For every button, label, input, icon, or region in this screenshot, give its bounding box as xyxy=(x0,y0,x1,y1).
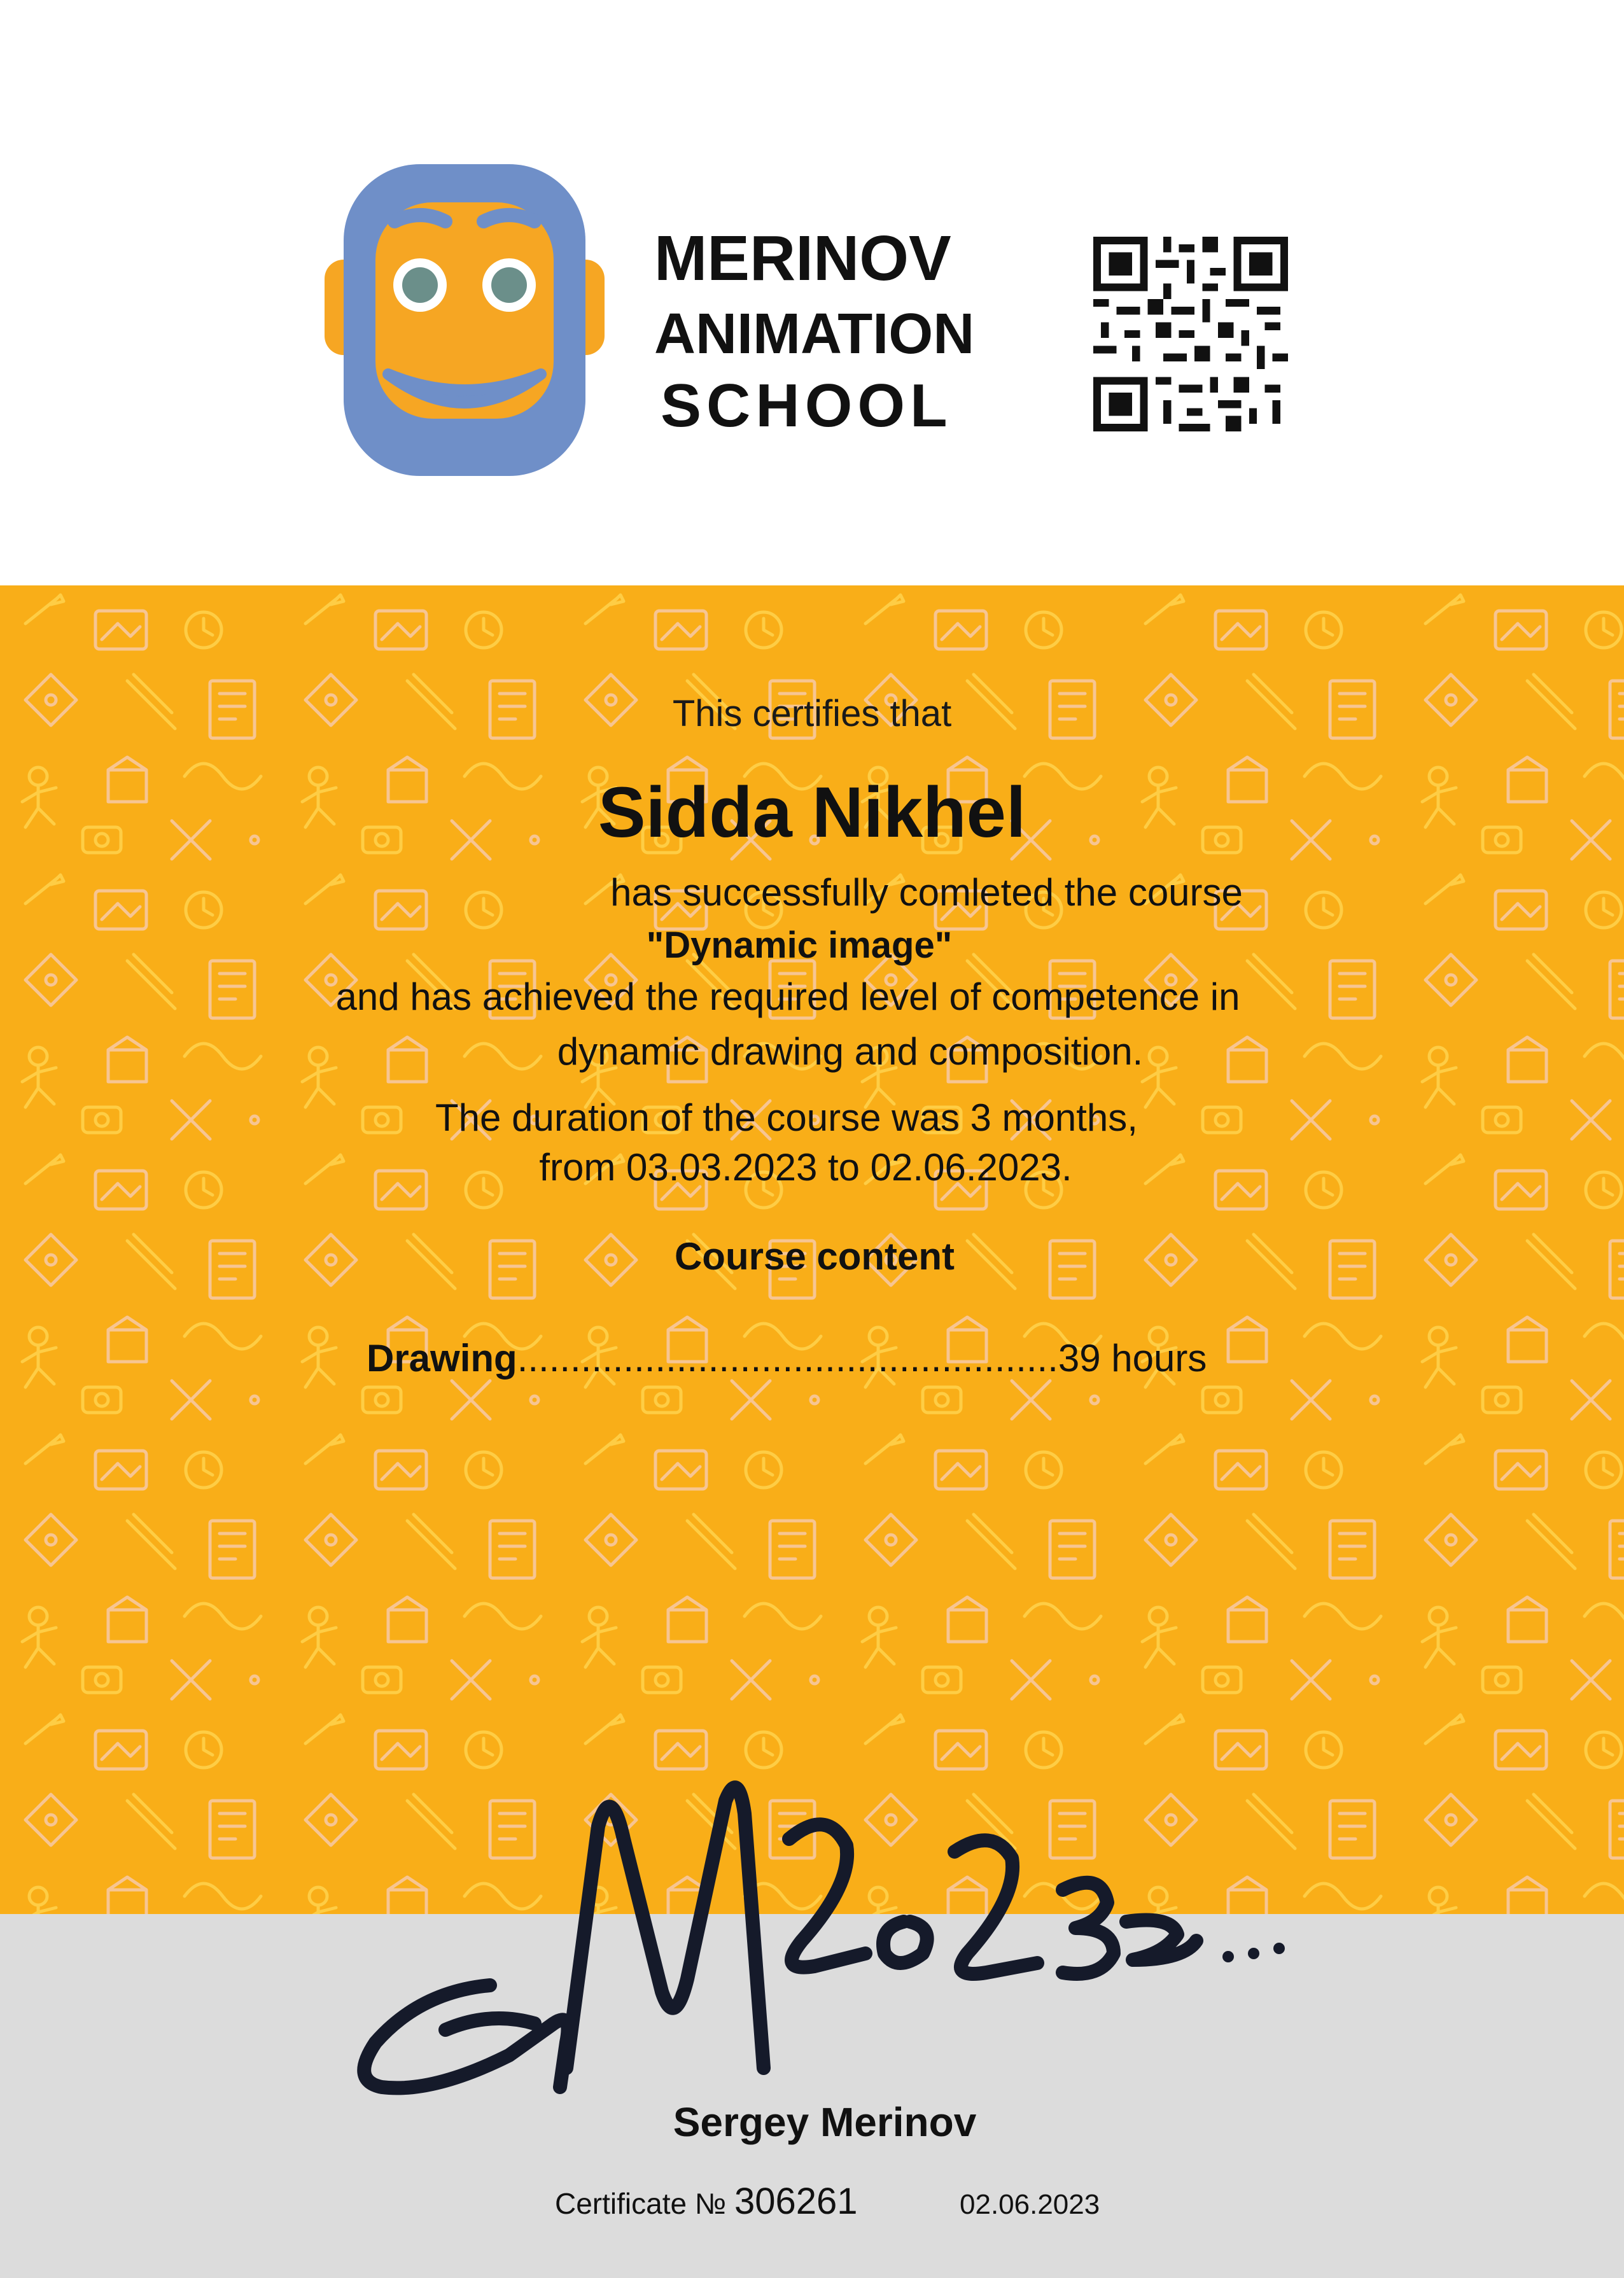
logo-line-3: SCHOOL xyxy=(661,372,953,440)
content-item-leader: ................................................... xyxy=(517,1337,1058,1380)
certificate-label: Certificate № xyxy=(555,2187,727,2220)
signer-name: Sergey Merinov xyxy=(673,2099,977,2145)
course-name: "Dynamic image" xyxy=(646,925,953,966)
issue-date: 02.06.2023 xyxy=(960,2189,1100,2220)
certificate-header xyxy=(0,0,1624,585)
content-item-label: Drawing xyxy=(367,1337,517,1380)
duration-line-2: from 03.03.2023 to 02.06.2023. xyxy=(539,1146,1072,1189)
school-logo-text xyxy=(648,216,1042,445)
duration-line-1: The duration of the course was 3 months, xyxy=(435,1096,1138,1139)
certificate-number-value: 306261 xyxy=(734,2181,858,2222)
achievement-line-2: dynamic drawing and composition. xyxy=(557,1030,1144,1073)
achievement-line-1: and has achieved the required level of competence in xyxy=(335,975,1240,1018)
handwritten-signature-icon xyxy=(344,1712,1324,2119)
logo-line-1: MERINOV xyxy=(654,223,951,294)
certificate-number xyxy=(555,2180,858,2223)
intro-text: This certifies that xyxy=(672,693,952,734)
qr-code-icon xyxy=(1093,237,1288,431)
recipient-name: Sidda Nikhel xyxy=(598,772,1026,852)
content-item-hours: 39 hours xyxy=(1058,1337,1207,1380)
completed-text: has successfully comleted the course xyxy=(610,871,1243,914)
course-content-heading: Course content xyxy=(674,1235,955,1278)
mascot-logo-icon xyxy=(325,164,605,476)
course-content-item xyxy=(367,1336,1321,1387)
logo-line-2: ANIMATION xyxy=(654,302,975,366)
